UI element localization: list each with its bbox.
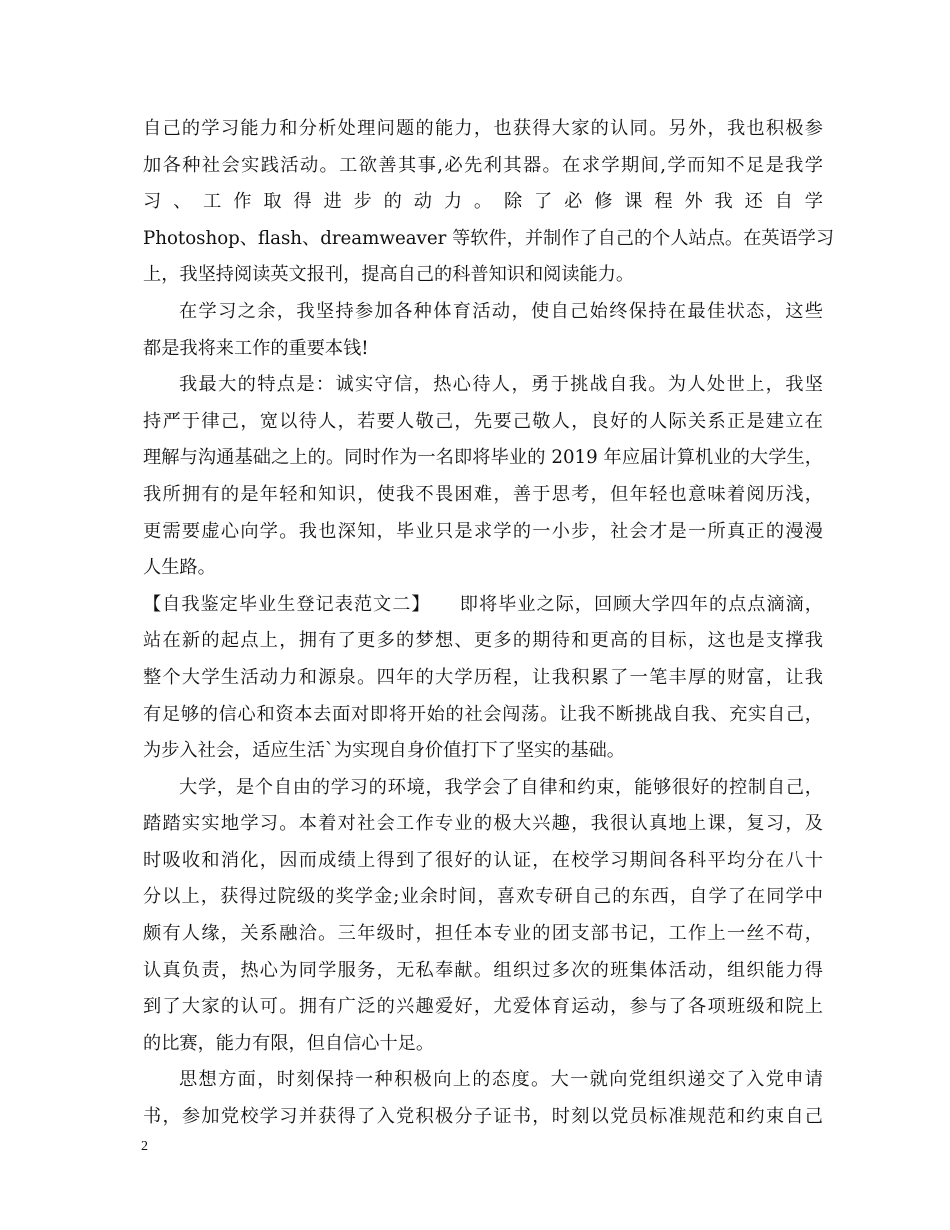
text-line: 认真负责，热心为同学服务，无私奉献。组织过多次的班集体活动，组织能力得	[143, 959, 823, 981]
text-line: 加各种社会实践活动。工欲善其事,必先利其器。在求学期间,学而知不足是我学	[143, 154, 823, 176]
text-line: 的比赛，能力有限，但自信心十足。	[143, 1032, 435, 1054]
text-line: 都是我将来工作的重要本钱!	[143, 337, 369, 359]
text-line: 我最大的特点是：诚实守信，热心待人，勇于挑战自我。为人处世上，我坚	[179, 374, 823, 396]
text-line: 上，我坚持阅读英文报刊，提高自己的科普知识和阅读能力。	[143, 264, 635, 286]
text-line: 更需要虚心向学。我也深知，毕业只是求学的一小步，社会才是一所真正的漫漫	[143, 520, 823, 542]
text-line: 时吸收和消化，因而成绩上得到了很好的认证，在校学习期间各科平均分在八十	[143, 849, 823, 871]
page-number: 2	[141, 1139, 148, 1154]
text-line: 分以上，获得过院级的奖学金;业余时间，喜欢专研自己的东西，自学了在同学中	[143, 886, 823, 908]
text-line: 人生路。	[143, 557, 216, 579]
text-line: 站在新的起点上，拥有了更多的梦想、更多的期待和更高的目标，这也是支撑我	[143, 630, 823, 652]
text-line: 颇有人缘，关系融洽。三年级时，担任本专业的团支部书记，工作上一丝不苟，	[143, 923, 823, 945]
document-body	[143, 111, 835, 1136]
text-line: 理解与沟通基础之上的。同时作为一名即将毕业的 2019 年应届计算机业的大学生，	[143, 447, 823, 469]
text-line: 我所拥有的是年轻和知识，使我不畏困难，善于思考，但年轻也意味着阅历浅，	[143, 483, 823, 505]
text-line: 到了大家的认可。拥有广泛的兴趣爱好，尤爱体育运动，参与了各项班级和院上	[143, 996, 823, 1018]
text-line: 大学，是个自由的学习的环境，我学会了自律和约束，能够很好的控制自己，	[179, 776, 823, 798]
section-heading-line: 【自我鉴定毕业生登记表范文二】 即将毕业之际，回顾大学四年的点点滴滴，	[143, 593, 823, 615]
text-line: 自己的学习能力和分析处理问题的能力，也获得大家的认同。另外，我也积极参	[143, 118, 823, 139]
text-line: 思想方面，时刻保持一种积极向上的态度。大一就向党组织递交了入党申请	[179, 1069, 823, 1091]
text-line: 在学习之余，我坚持参加各种体育活动，使自己始终保持在最佳状态，这些	[179, 300, 823, 322]
text-line: Photoshop、flash、dreamweaver 等软件，并制作了自己的个人站点。在英语学习	[143, 227, 835, 249]
text-line: 有足够的信心和资本去面对即将开始的社会闯荡。让我不断挑战自我、充实自己，	[143, 703, 823, 725]
text-line: 书，参加党校学习并获得了入党积极分子证书，时刻以党员标准规范和约束自己	[143, 1106, 823, 1128]
text-line: 为步入社会，适应生活`为实现自身价值打下了坚实的基础。	[143, 740, 625, 762]
text-line: 习 、 工 作 取 得 进 步 的 动 力 。 除 了 必 修 课 程 外 我 还 自 学	[143, 191, 823, 213]
text-line: 整个大学生活动力和源泉。四年的大学历程，让我积累了一笔丰厚的财富，让我	[143, 666, 823, 688]
text-line: 持严于律己，宽以待人，若要人敬己，先要己敬人，良好的人际关系正是建立在	[143, 410, 823, 432]
text-line: 踏踏实实地学习。本着对社会工作专业的极大兴趣，我很认真地上课，复习，及	[143, 813, 823, 835]
